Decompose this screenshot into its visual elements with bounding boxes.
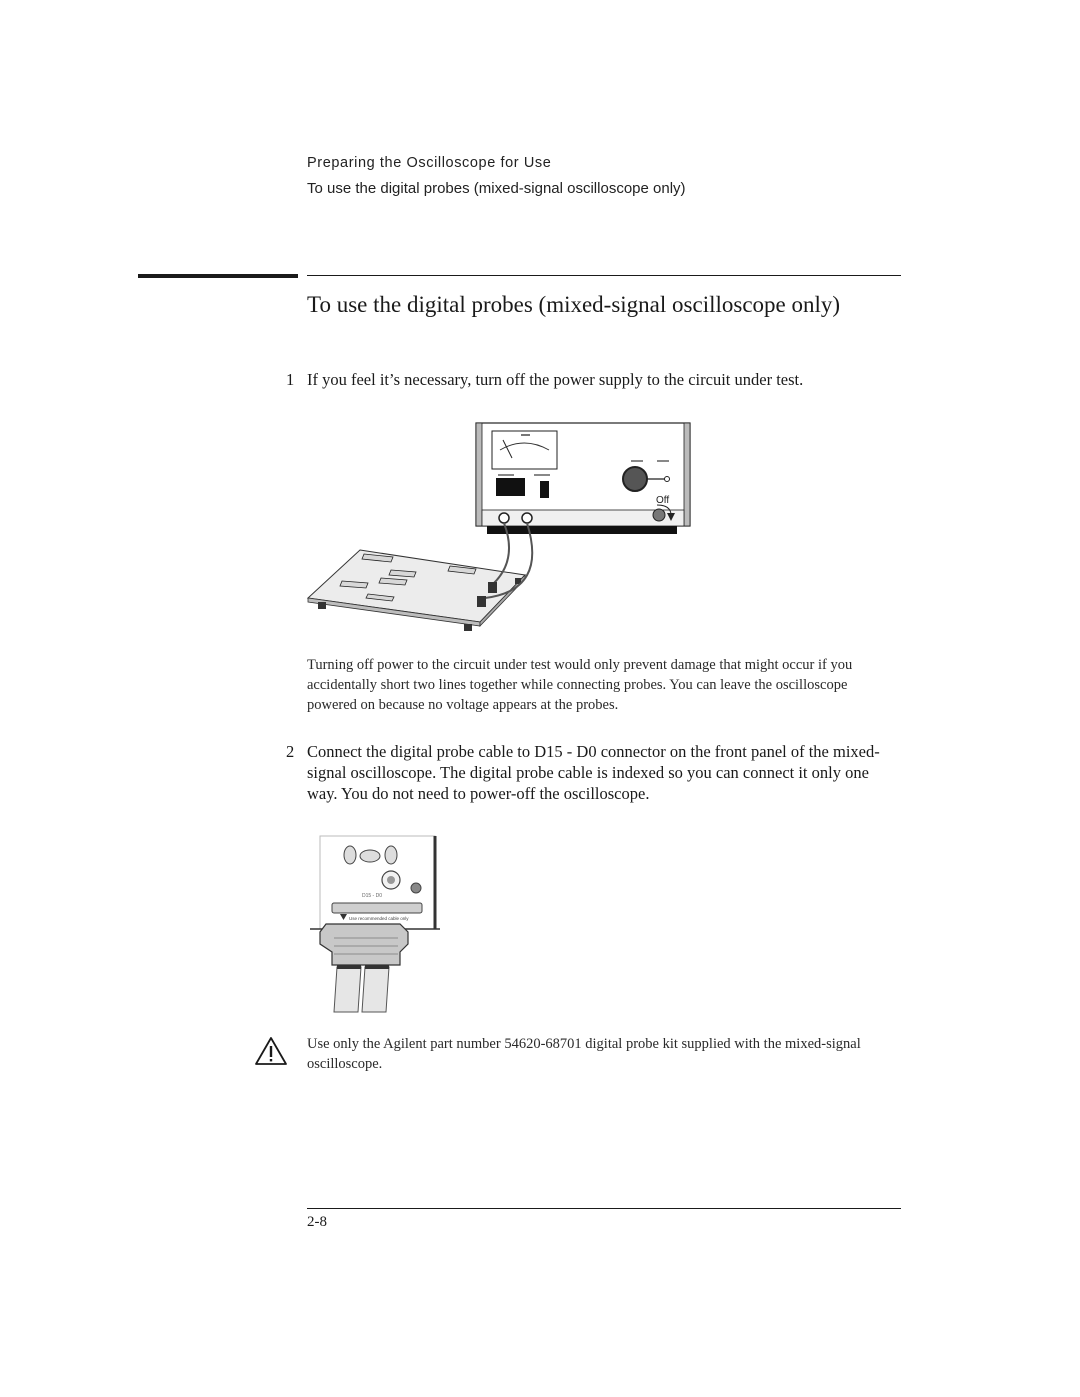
button-icon — [344, 846, 356, 864]
terminal-positive — [499, 513, 509, 523]
step-1-text: If you feel it’s necessary, turn off the power supply to the circuit under test. — [307, 370, 804, 389]
button-icon — [360, 850, 380, 862]
range-switch — [540, 481, 549, 498]
connector-label: D15 - D0 — [362, 893, 383, 899]
power-switch-icon — [653, 509, 665, 521]
probe-cable-plug — [320, 924, 408, 965]
adjust-knob-icon — [623, 467, 647, 491]
running-header-topic: To use the digital probes (mixed-signal oscilloscope only) — [307, 180, 686, 197]
cable-caution-label: Use recommended cable only — [349, 916, 409, 921]
warning-triangle-icon — [254, 1036, 288, 1066]
meter-icon — [492, 431, 557, 469]
section-rule-thin — [307, 275, 901, 276]
terminal-negative — [522, 513, 532, 523]
d15-d0-connector — [332, 903, 422, 913]
section-rule-thick — [138, 274, 298, 278]
probe-cable-figure — [305, 830, 445, 1020]
note-paragraph: Turning off power to the circuit under test would only prevent damage that might occur if you accidentally short two lines together while connecting probes. You can leave the oscilloscope powered on because no voltage appears at the probes. — [307, 657, 853, 713]
power-supply-figure — [300, 418, 700, 638]
clip-connector — [488, 582, 497, 593]
page-number: 2-8 — [307, 1214, 327, 1230]
caution-text: Use only the Agilent part number 54620-68701 digital probe kit supplied with the mixed-signal oscilloscope. — [307, 1036, 861, 1072]
display-window — [496, 478, 525, 496]
footer-rule — [307, 1208, 901, 1209]
button-icon — [385, 846, 397, 864]
page-title: To use the digital probes (mixed-signal oscilloscope only) — [307, 292, 841, 317]
power-supply-base — [487, 526, 677, 534]
step-2-text: Connect the digital probe cable to D15 - D0 connector on the front panel of the mixed-signal oscilloscope. The digital probe cable is indexed so you can connect it only one way. You do not need to power-off the oscilloscope. — [307, 742, 880, 803]
step-2-number: 2 — [286, 742, 295, 761]
power-off-label: Off — [656, 495, 670, 506]
ribbon-cable — [334, 967, 361, 1012]
ribbon-cable — [362, 967, 389, 1012]
running-header-section: Preparing the Oscilloscope for Use — [307, 155, 552, 171]
clip-connector — [477, 596, 486, 607]
step-1-number: 1 — [286, 370, 295, 389]
